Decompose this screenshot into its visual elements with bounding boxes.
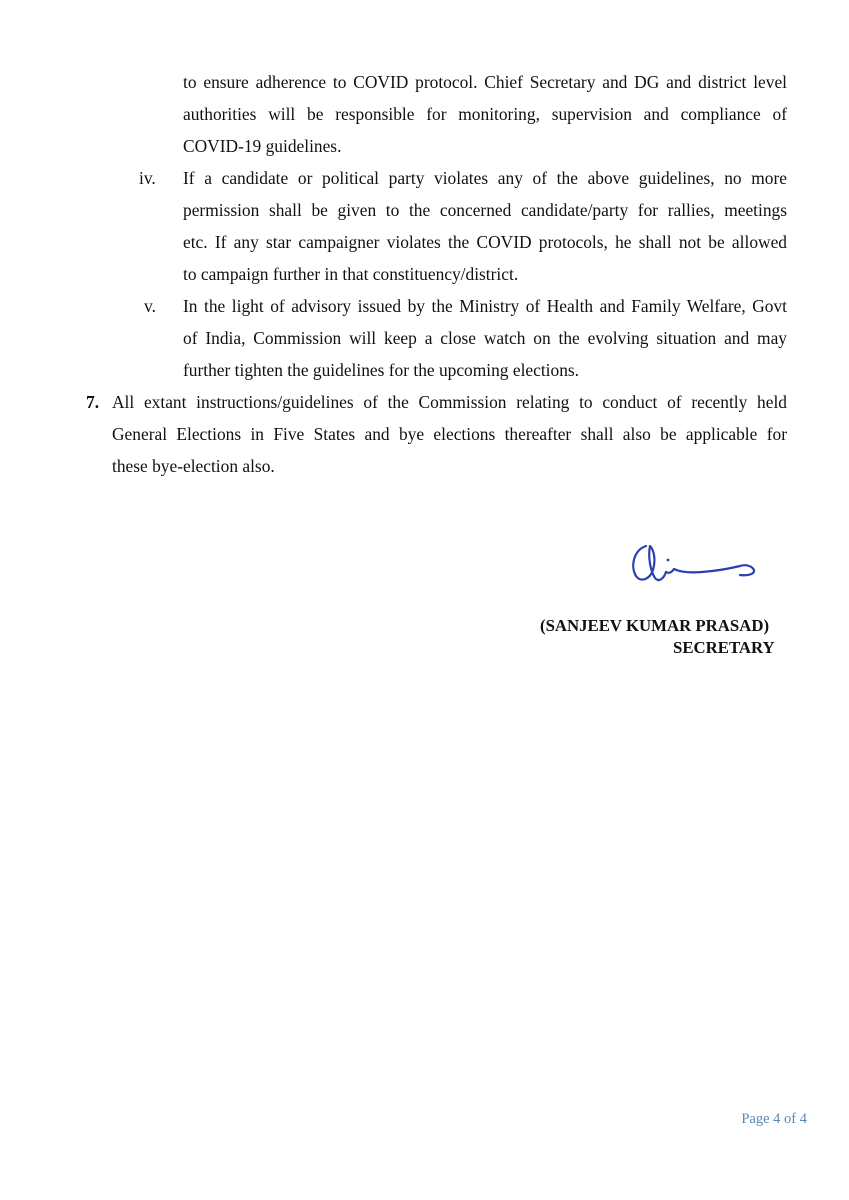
list-marker-v: v. <box>144 296 156 316</box>
point-number-7: 7. <box>86 392 100 412</box>
point-7-paragraph <box>112 386 787 482</box>
paragraph-line: these bye-election also. <box>112 456 275 476</box>
list-item-v <box>183 290 787 386</box>
paragraph-line: authorities will be responsible for monitoring, supervision and compliance of <box>183 104 787 124</box>
paragraph-line: COVID-19 guidelines. <box>183 136 342 156</box>
paragraph-line: etc. If any star campaigner violates the COVID protocols, he shall not be allowed <box>183 232 787 252</box>
paragraph-line: All extant instructions/guidelines of the Commission relating to conduct of recently held <box>112 392 787 412</box>
paragraph-line: permission shall be given to the concerned candidate/party for rallies, meetings <box>183 200 787 220</box>
signatory-name: (SANJEEV KUMAR PRASAD) <box>540 616 770 635</box>
continuation-paragraph <box>183 66 787 162</box>
paragraph-line: In the light of advisory issued by the Ministry of Health and Family Welfare, Govt <box>183 296 787 316</box>
list-marker-iv: iv. <box>139 168 156 188</box>
list-item-iv <box>183 162 787 290</box>
handwritten-signature <box>628 536 758 592</box>
page-number-footer: Page 4 of 4 <box>741 1111 807 1127</box>
paragraph-line: General Elections in Five States and bye elections thereafter shall also be applicable for <box>112 424 787 444</box>
paragraph-line: to campaign further in that constituency/district. <box>183 264 519 284</box>
paragraph-line: If a candidate or political party violates any of the above guidelines, no more <box>183 168 787 188</box>
paragraph-line: of India, Commission will keep a close watch on the evolving situation and may <box>183 328 787 348</box>
paragraph-line: to ensure adherence to COVID protocol. Chief Secretary and DG and district level <box>183 72 787 92</box>
signatory-designation: SECRETARY <box>673 638 775 657</box>
paragraph-line: further tighten the guidelines for the upcoming elections. <box>183 360 580 380</box>
